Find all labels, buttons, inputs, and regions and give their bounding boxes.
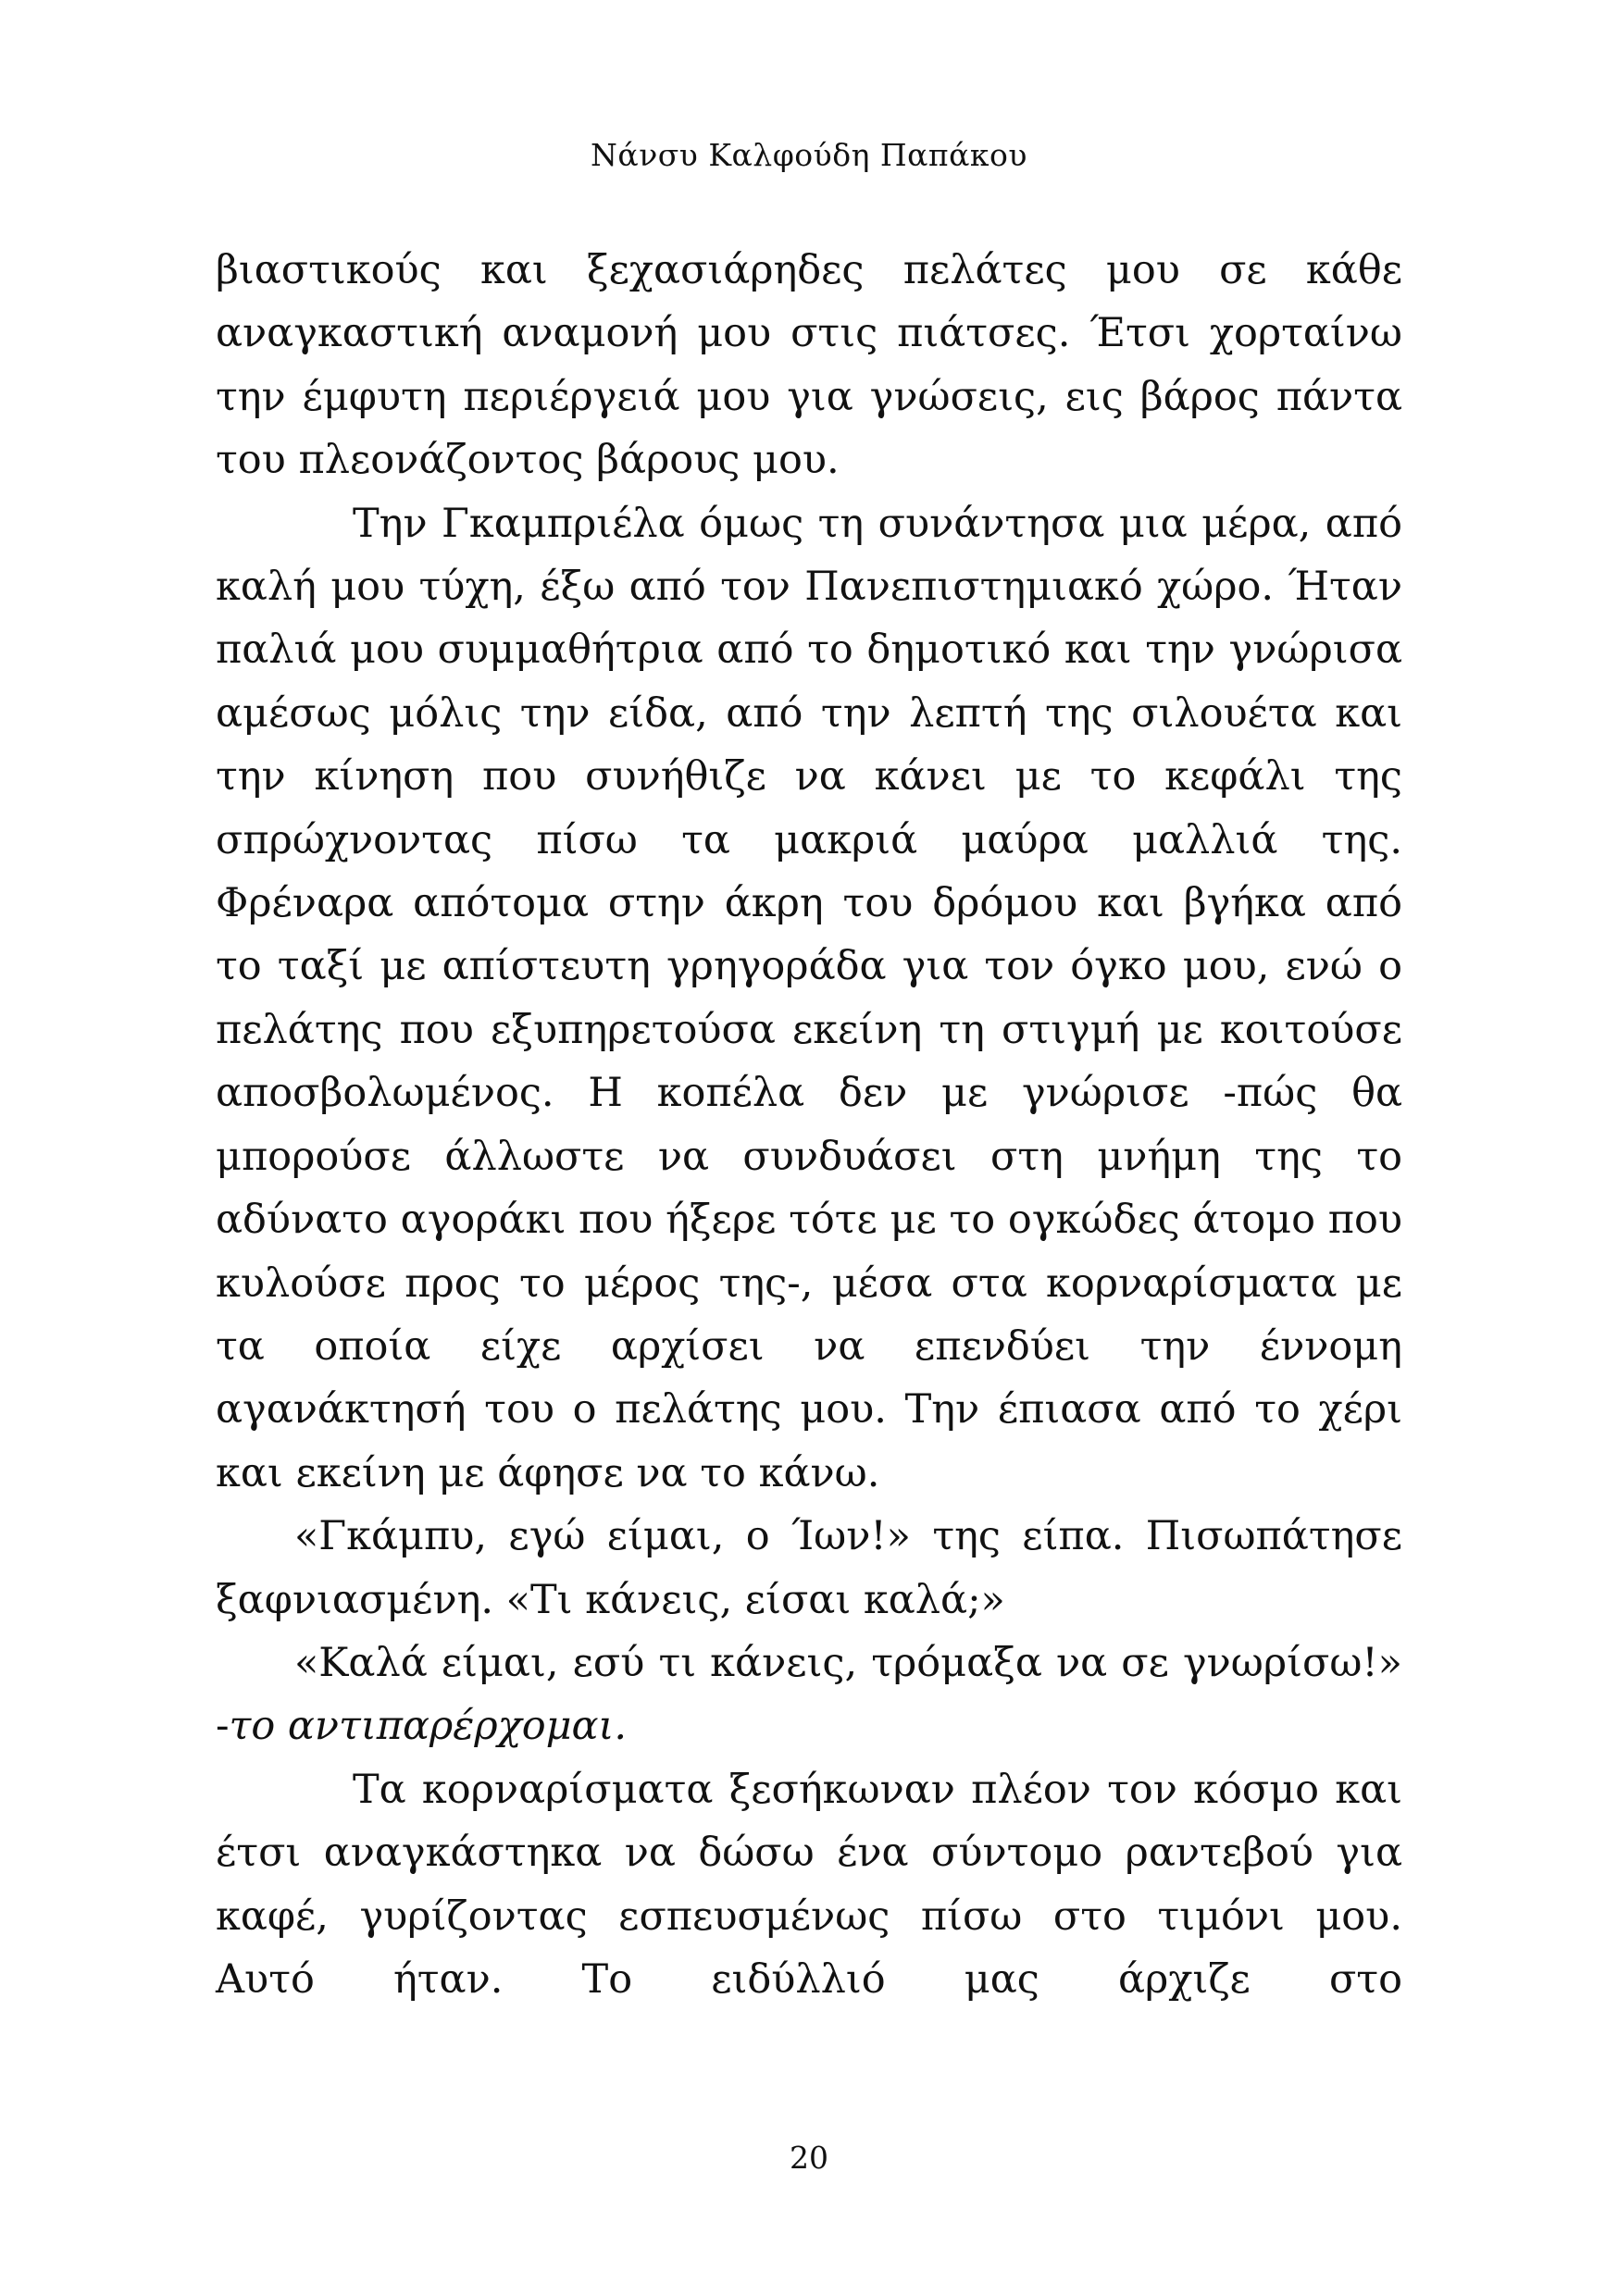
paragraph: Την Γκαμπριέλα όμως τη συνάντησα μια μέρα, από καλή μου τύχη, έξω από τον Πανεπιστημιακό χώρο. Ήταν παλιά μου συμμαθήτρια από το δημοτικό και την γνώρισα αμέσως μόλις την είδα, από την λεπτή της σιλουέτα και την κίνηση που συνήθιζε να κάνει με το κεφάλι της σπρώχνοντας πίσω τα μακριά μαύρα μαλλιά της. Φρέναρα απότομα στην άκρη του δρόμου και βγήκα από το ταξί με απίστευτη γρηγοράδα για τον όγκο μου, ενώ ο πελάτης που εξυπηρετούσα εκείνη τη στιγμή με κοιτούσε αποσβολωμένος. Η κοπέλα δεν με γνώρισε -πώς θα μπορούσε άλλωστε να συνδυάσει στη μνήμη της το αδύνατο αγοράκι που ήξερε τότε με το ογκώδες άτομο που κυλούσε προς το μέρος της-, μέσα στα κορναρίσματα με τα οποία είχε αρχίσει να επενδύει την έννομη αγανάκτησή του ο πελάτης μου. Την έπιασα από το χέρι και εκείνη με άφησε να το κάνω. bbox=[216, 500, 1402, 1496]
page-number: 20 bbox=[790, 2140, 828, 2176]
dialogue-italic-text: το αντιπαρέρχομαι. bbox=[229, 1703, 628, 1750]
paragraph-dialogue: «Γκάμπυ, εγώ είμαι, ο Ίων!» της είπα. Πισωπάτησε ξαφνιασμένη. «Τι κάνεις, είσαι καλά;» bbox=[216, 1513, 1402, 1623]
dialogue-text: «Καλά είμαι, εσύ τι κάνεις, τρόμαξα να σε γνωρίσω!» - bbox=[216, 1639, 1402, 1750]
paragraph: Τα κορναρίσματα ξεσήκωναν πλέον τον κόσμο και έτσι αναγκάστηκα να δώσω ένα σύντομο ραντεβού για καφέ, γυρίζοντας εσπευσμένως πίσω στο τιμόνι μου. Αυτό ήταν. Το ειδύλλιό μας άρχιζε στο bbox=[216, 1766, 1402, 2003]
paragraph-continued: βιαστικούς και ξεχασιάρηδες πελάτες μου σε κάθε αναγκαστική αναμονή μου στις πιάτσες. Έτσι χορταίνω την έμφυτη περιέργειά μου για γνώσεις, εις βάρος πάντα του πλεονάζοντος βάρους μου. bbox=[216, 247, 1402, 484]
body-text bbox=[216, 239, 1402, 2011]
running-header: Νάνσυ Καλφούδη Παπάκου bbox=[591, 137, 1027, 173]
paragraph-dialogue bbox=[216, 1632, 1402, 1758]
